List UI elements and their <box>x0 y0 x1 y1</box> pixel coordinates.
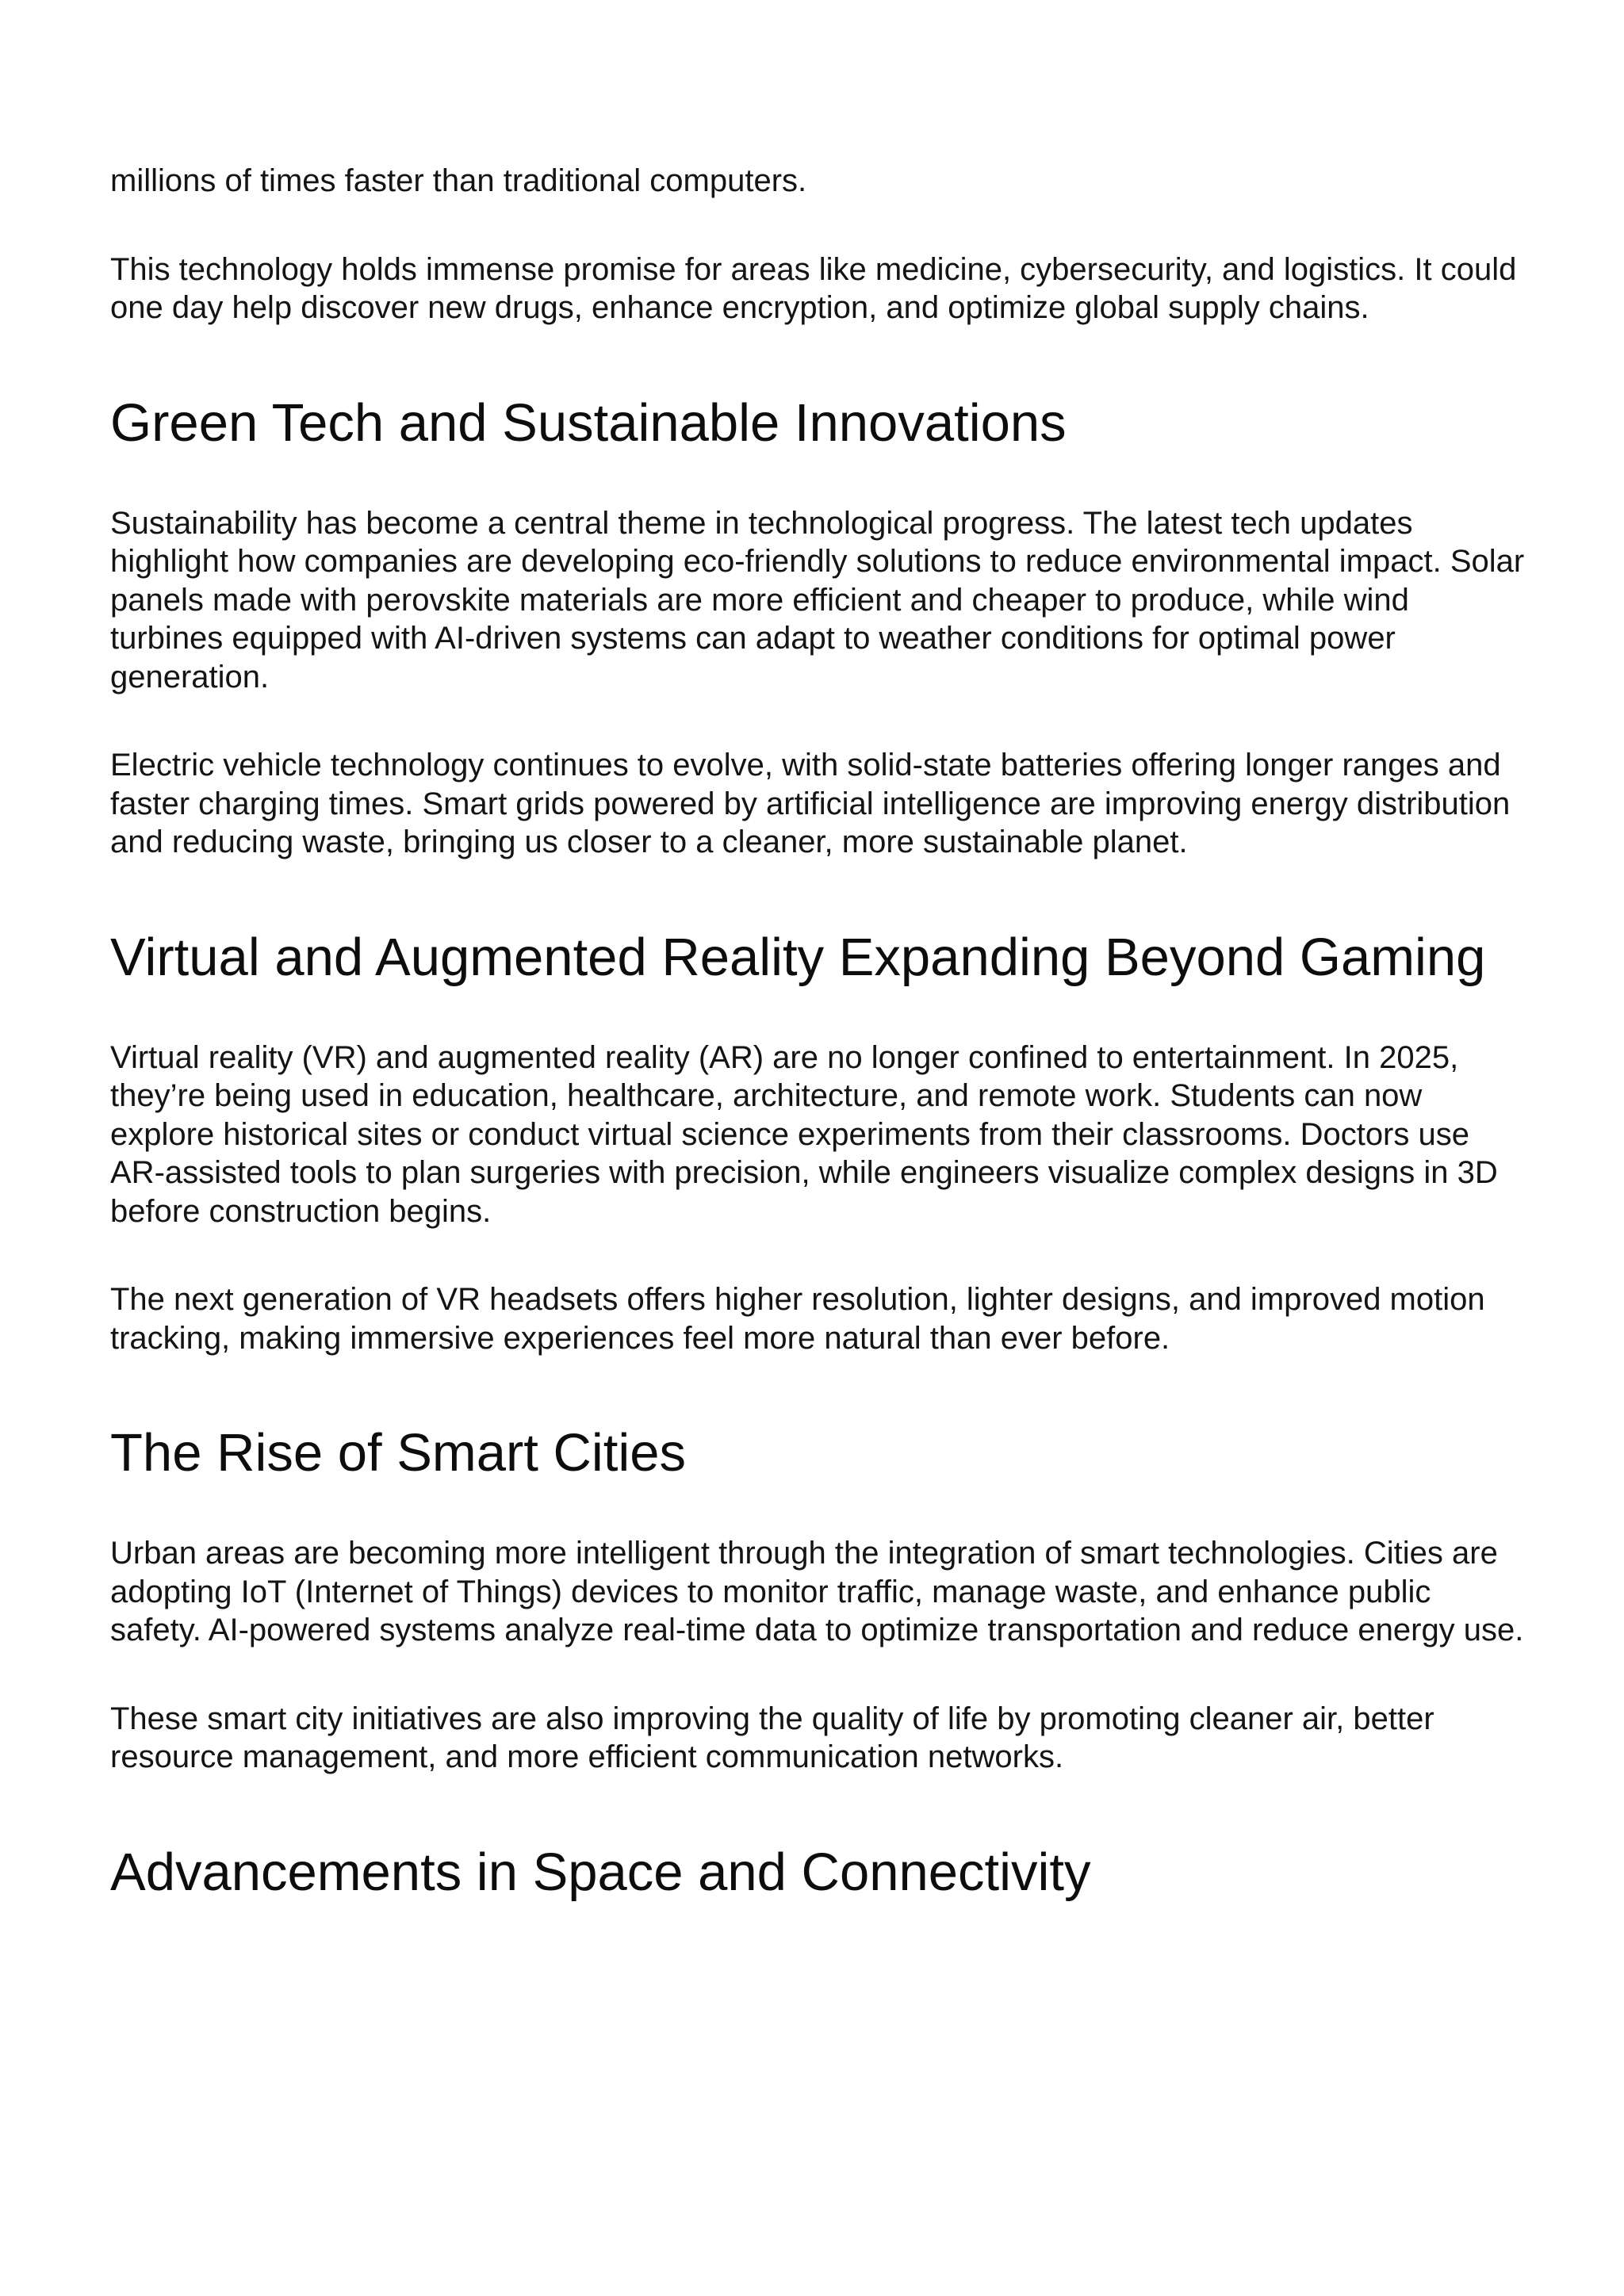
heading-smart-cities: The Rise of Smart Cities <box>110 1423 687 1483</box>
paragraph-quantum-promise: This technology holds immense promise for areas like medicine, cybersecurity, and logistics. It could one day help discover new drugs, enhance encryption, and optimize global supply chains. <box>110 251 1517 325</box>
heading-vr-ar: Virtual and Augmented Reality Expanding Beyond Gaming <box>110 927 1486 987</box>
paragraph-vr-ar-uses: Virtual reality (VR) and augmented reality (AR) are no longer confined to entertainment. In 2025, they’re being used in education, healthcare, architecture, and remote work. Students can now explore historical sites or conduct virtual science experiments from their classrooms. Doctors use AR-assisted tools to plan surgeries with precision, while engineers visualize complex designs in 3D before construction begins. <box>110 1039 1498 1229</box>
paragraph-smart-cities-quality: These smart city initiatives are also improving the quality of life by promoting cleaner air, better resource management, and more efficient communication networks. <box>110 1701 1434 1774</box>
heading-green-tech: Green Tech and Sustainable Innovations <box>110 392 1067 453</box>
paragraph-quantum-speed: millions of times faster than traditional computers. <box>110 163 807 198</box>
article-body <box>110 162 1530 1904</box>
heading-space-connectivity: Advancements in Space and Connectivity <box>110 1842 1091 1902</box>
paragraph-smart-cities-iot: Urban areas are becoming more intelligent through the integration of smart technologies. Cities are adopting IoT (Internet of Things) devices to monitor traffic, manage waste, and enhance public safety. AI-powered systems analyze real-time data to optimize transportation and reduce energy use. <box>110 1536 1524 1647</box>
paragraph-vr-headsets: The next generation of VR headsets offers higher resolution, lighter designs, and improved motion tracking, making immersive experiences feel more natural than ever before. <box>110 1282 1485 1356</box>
paragraph-sustainability: Sustainability has become a central theme in technological progress. The latest tech updates highlight how companies are developing eco-friendly solutions to reduce environmental impact. Solar panels made with perovskite materials are more efficient and cheaper to produce, while wind turbines equipped with AI-driven systems can adapt to weather conditions for optimal power generation. <box>110 505 1525 695</box>
paragraph-electric-vehicles: Electric vehicle technology continues to evolve, with solid-state batteries offering longer ranges and faster charging times. Smart grids powered by artificial intelligence are improving energy distribution and reducing waste, bringing us closer to a cleaner, more sustainable planet. <box>110 748 1511 859</box>
